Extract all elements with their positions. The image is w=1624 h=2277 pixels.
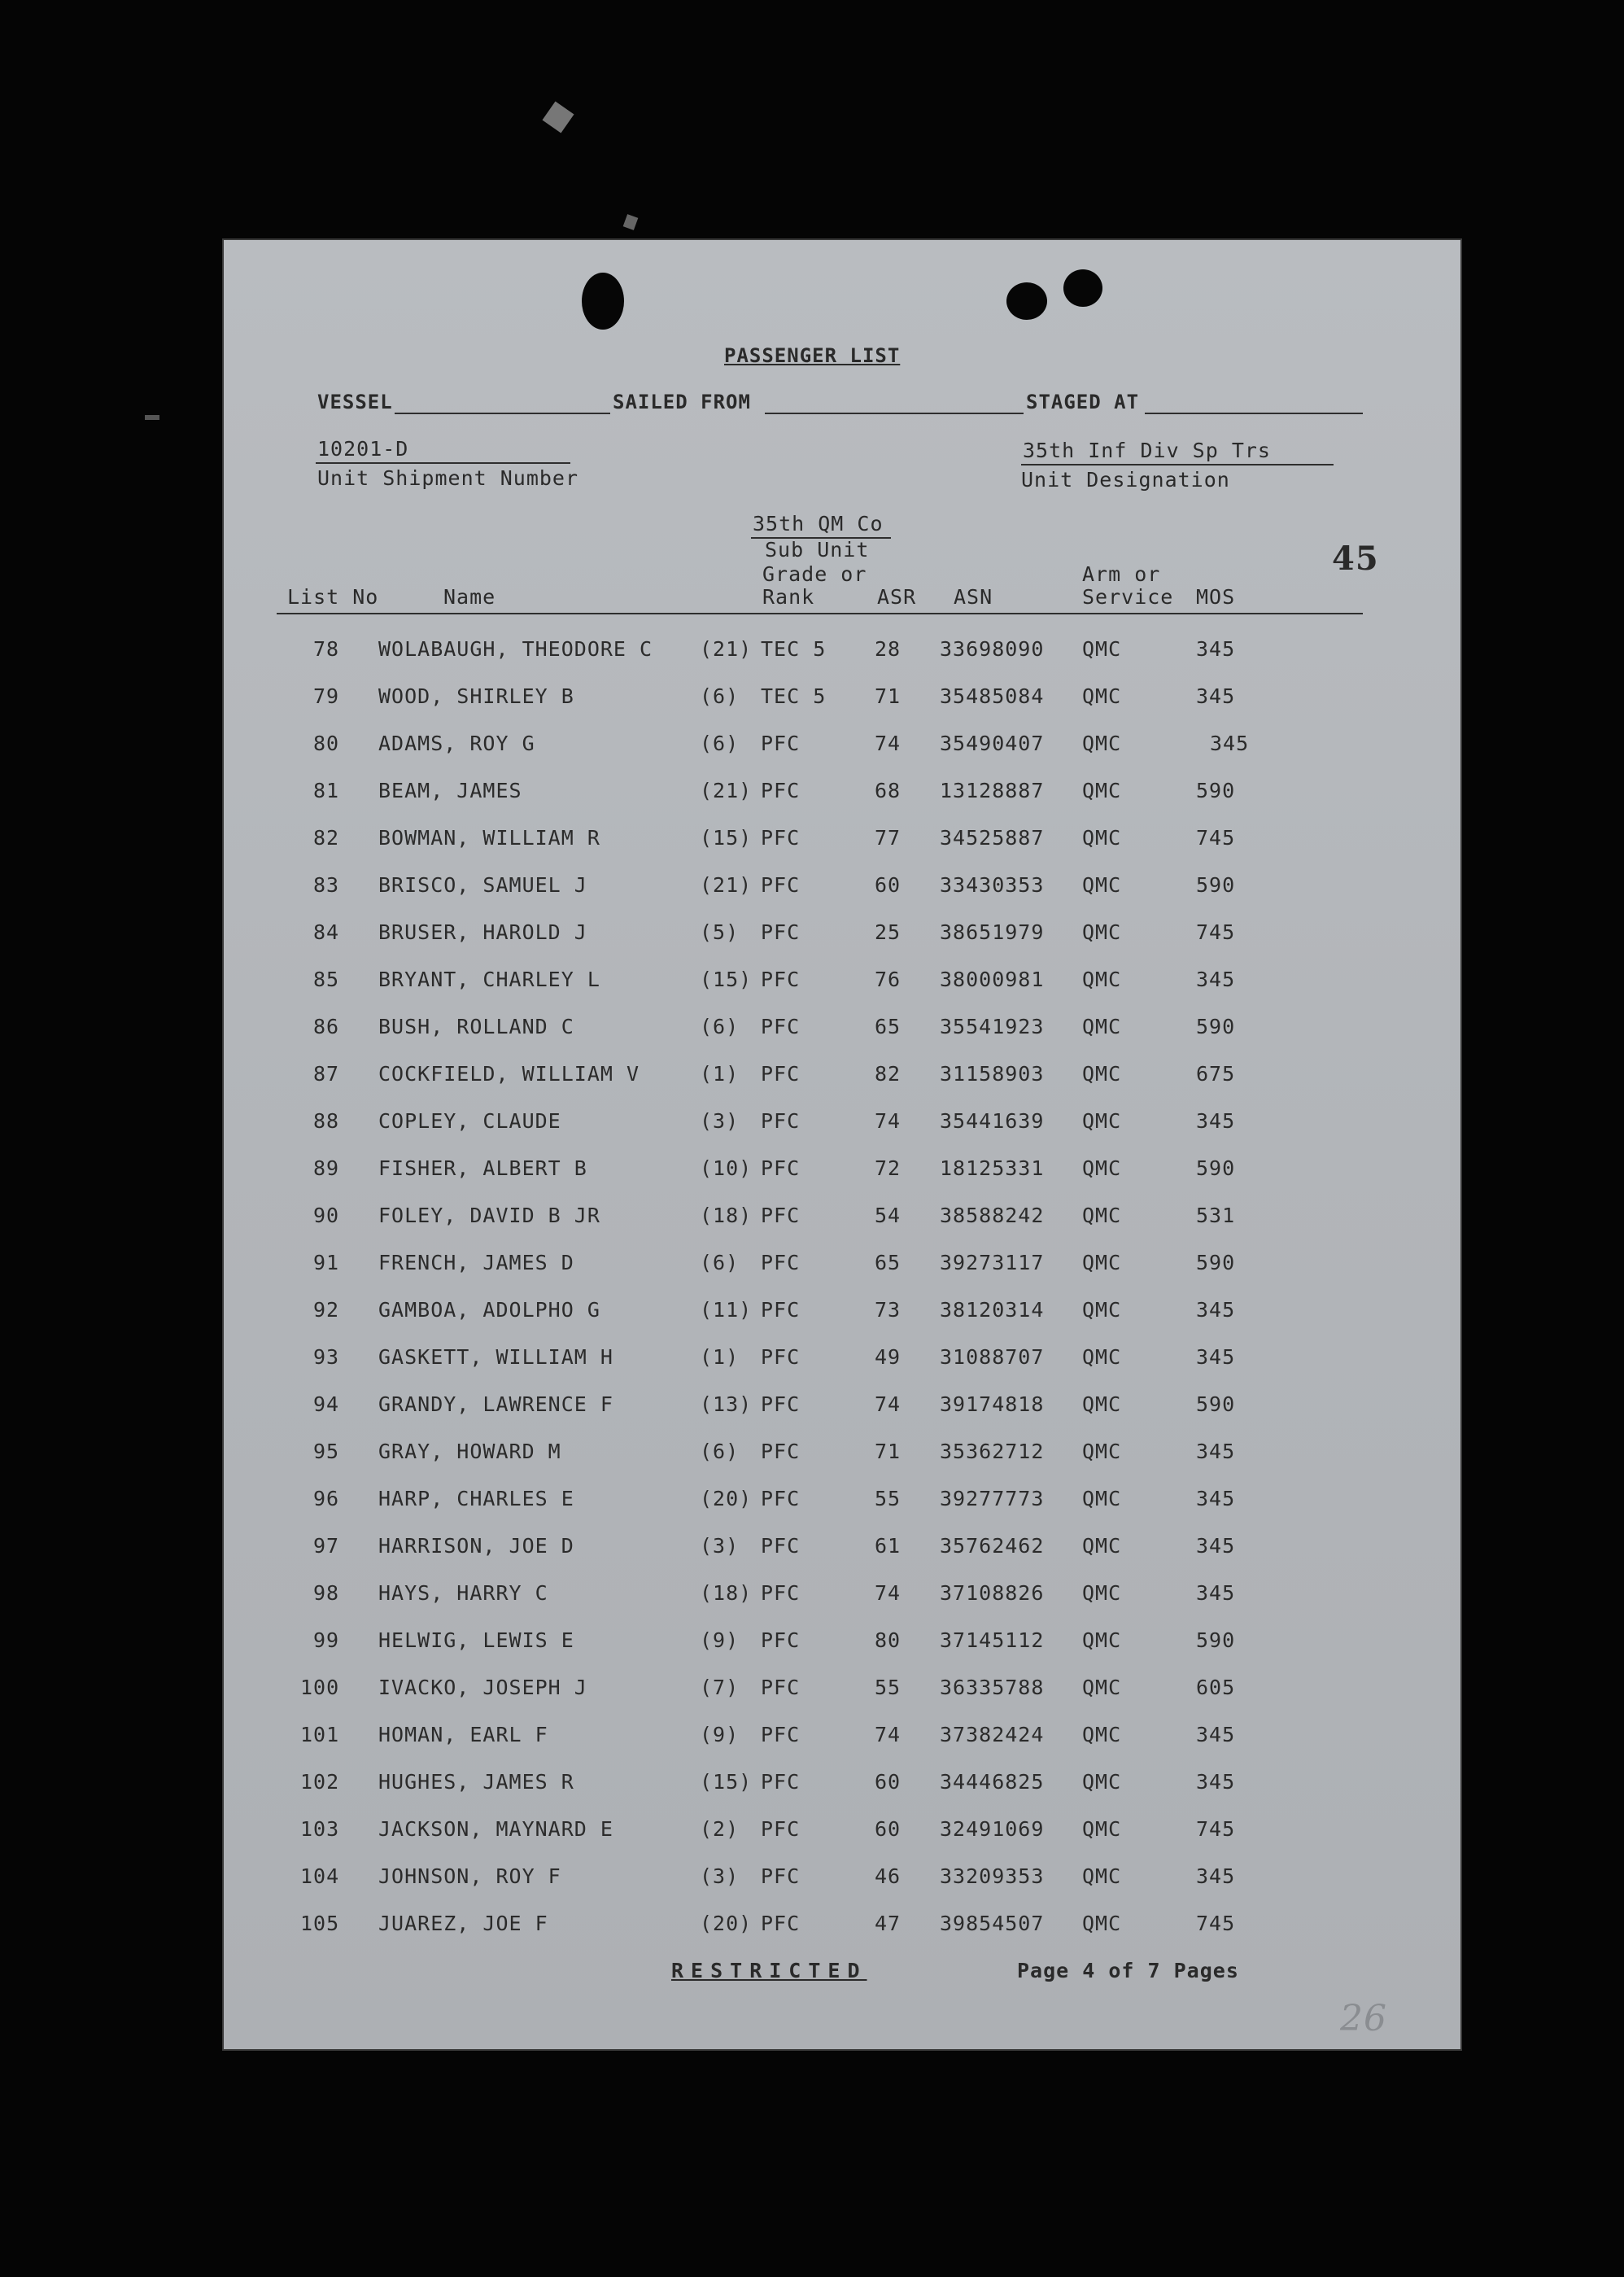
name-cell: HUGHES, JAMES R — [378, 1770, 574, 1794]
table-row — [224, 1817, 1460, 1864]
arm-cell: QMC — [1082, 1676, 1122, 1699]
table-row — [224, 1912, 1460, 1959]
asn-cell: 39174818 — [940, 1392, 1045, 1416]
asn-cell: 31088707 — [940, 1345, 1045, 1369]
mos-cell: 745 — [1196, 1912, 1236, 1935]
list-no-cell: 97 — [313, 1534, 340, 1558]
subnumber-cell: (21) — [700, 873, 753, 897]
arm-cell: QMC — [1082, 1581, 1122, 1605]
grade-cell: PFC — [761, 1251, 801, 1274]
passenger-list-page — [224, 240, 1460, 2049]
col-header-asn: ASN — [954, 585, 993, 609]
table-row — [224, 732, 1460, 779]
table-row — [224, 1015, 1460, 1062]
mos-cell: 605 — [1196, 1676, 1236, 1699]
col-header-grade-line2: Rank — [762, 585, 815, 609]
asr-cell: 60 — [875, 1770, 901, 1794]
asr-cell: 74 — [875, 1109, 901, 1133]
table-row — [224, 1204, 1460, 1251]
mos-cell: 590 — [1196, 1015, 1236, 1038]
table-row — [224, 1440, 1460, 1487]
col-header-name: Name — [443, 585, 496, 609]
asn-cell: 31158903 — [940, 1062, 1045, 1086]
col-header-list-no: List No — [287, 585, 379, 609]
mos-cell: 590 — [1196, 1251, 1236, 1274]
mos-cell: 590 — [1196, 1628, 1236, 1652]
list-no-cell: 78 — [313, 637, 340, 661]
arm-cell: QMC — [1082, 779, 1122, 802]
name-cell: COPLEY, CLAUDE — [378, 1109, 561, 1133]
table-row — [224, 1628, 1460, 1676]
name-cell: FISHER, ALBERT B — [378, 1156, 587, 1180]
list-no-cell: 89 — [313, 1156, 340, 1180]
table-row — [224, 779, 1460, 826]
list-no-cell: 79 — [313, 684, 340, 708]
mos-cell: 345 — [1196, 1581, 1236, 1605]
subnumber-cell: (21) — [700, 637, 753, 661]
list-no-cell: 94 — [313, 1392, 340, 1416]
subnumber-cell: (15) — [700, 826, 753, 850]
name-cell: BOWMAN, WILLIAM R — [378, 826, 600, 850]
asn-cell: 34525887 — [940, 826, 1045, 850]
arm-cell: QMC — [1082, 732, 1122, 755]
col-header-asr: ASR — [877, 585, 917, 609]
arm-cell: QMC — [1082, 1628, 1122, 1652]
mos-cell: 345 — [1196, 968, 1236, 991]
asr-cell: 77 — [875, 826, 901, 850]
asr-cell: 82 — [875, 1062, 901, 1086]
grade-cell: PFC — [761, 1062, 801, 1086]
staged-at-label: STAGED AT — [1026, 391, 1140, 413]
mos-cell: 590 — [1196, 1392, 1236, 1416]
asn-cell: 37108826 — [940, 1581, 1045, 1605]
asr-cell: 74 — [875, 1581, 901, 1605]
asr-cell: 76 — [875, 968, 901, 991]
subnumber-cell: (1) — [700, 1062, 740, 1086]
mos-cell: 345 — [1210, 732, 1250, 755]
arm-cell: QMC — [1082, 968, 1122, 991]
restricted-stamp: RESTRICTED — [671, 1959, 867, 1982]
table-row — [224, 1723, 1460, 1770]
grade-cell: PFC — [761, 1015, 801, 1038]
mos-cell: 345 — [1196, 1298, 1236, 1322]
asn-cell: 35541923 — [940, 1015, 1045, 1038]
scan-speck — [145, 415, 159, 420]
asn-cell: 35362712 — [940, 1440, 1045, 1463]
grade-cell: PFC — [761, 968, 801, 991]
subnumber-cell: (2) — [700, 1817, 740, 1841]
table-row — [224, 684, 1460, 732]
subnumber-cell: (6) — [700, 1440, 740, 1463]
subnumber-cell: (15) — [700, 1770, 753, 1794]
subnumber-cell: (5) — [700, 920, 740, 944]
asr-cell: 60 — [875, 873, 901, 897]
mos-cell: 345 — [1196, 1345, 1236, 1369]
sub-unit-label: Sub Unit — [765, 538, 870, 562]
grade-cell: PFC — [761, 1864, 801, 1888]
punch-hole — [582, 273, 624, 330]
punch-hole — [1006, 282, 1047, 320]
list-no-cell: 99 — [313, 1628, 340, 1652]
sailed-from-field-line — [765, 413, 1024, 414]
asn-cell: 38651979 — [940, 920, 1045, 944]
asn-cell: 37382424 — [940, 1723, 1045, 1746]
grade-cell: PFC — [761, 826, 801, 850]
grade-cell: PFC — [761, 920, 801, 944]
punch-hole — [1063, 269, 1102, 307]
table-row — [224, 920, 1460, 968]
list-no-cell: 87 — [313, 1062, 340, 1086]
grade-cell: PFC — [761, 1581, 801, 1605]
table-row — [224, 1770, 1460, 1817]
asn-cell: 35485084 — [940, 684, 1045, 708]
mos-cell: 345 — [1196, 1440, 1236, 1463]
asr-cell: 71 — [875, 1440, 901, 1463]
asr-cell: 65 — [875, 1015, 901, 1038]
mos-cell: 675 — [1196, 1062, 1236, 1086]
grade-cell: PFC — [761, 1676, 801, 1699]
name-cell: GRAY, HOWARD M — [378, 1440, 561, 1463]
vessel-field-line — [395, 413, 610, 414]
list-no-cell: 80 — [313, 732, 340, 755]
list-no-cell: 98 — [313, 1581, 340, 1605]
asr-cell: 80 — [875, 1628, 901, 1652]
handwritten-number: 26 — [1340, 1998, 1387, 2039]
list-no-cell: 85 — [313, 968, 340, 991]
list-no-cell: 102 — [300, 1770, 340, 1794]
grade-cell: PFC — [761, 1109, 801, 1133]
asr-cell: 65 — [875, 1251, 901, 1274]
list-no-cell: 105 — [300, 1912, 340, 1935]
arm-cell: QMC — [1082, 873, 1122, 897]
asn-cell: 13128887 — [940, 779, 1045, 802]
arm-cell: QMC — [1082, 1912, 1122, 1935]
subnumber-cell: (7) — [700, 1676, 740, 1699]
name-cell: FOLEY, DAVID B JR — [378, 1204, 600, 1227]
name-cell: GASKETT, WILLIAM H — [378, 1345, 613, 1369]
name-cell: BEAM, JAMES — [378, 779, 522, 802]
asr-cell: 25 — [875, 920, 901, 944]
subnumber-cell: (1) — [700, 1345, 740, 1369]
name-cell: JOHNSON, ROY F — [378, 1864, 561, 1888]
mos-cell: 345 — [1196, 1770, 1236, 1794]
table-row — [224, 1581, 1460, 1628]
subnumber-cell: (21) — [700, 779, 753, 802]
table-row — [224, 1676, 1460, 1723]
grade-cell: PFC — [761, 1392, 801, 1416]
grade-cell: PFC — [761, 732, 801, 755]
list-no-cell: 88 — [313, 1109, 340, 1133]
name-cell: WOOD, SHIRLEY B — [378, 684, 574, 708]
grade-cell: PFC — [761, 1487, 801, 1510]
name-cell: BRUSER, HAROLD J — [378, 920, 587, 944]
unit-shipment-line — [316, 462, 570, 464]
table-row — [224, 1298, 1460, 1345]
subnumber-cell: (3) — [700, 1109, 740, 1133]
table-row — [224, 826, 1460, 873]
arm-cell: QMC — [1082, 1298, 1122, 1322]
mos-cell: 590 — [1196, 779, 1236, 802]
mos-cell: 345 — [1196, 1534, 1236, 1558]
grade-cell: PFC — [761, 779, 801, 802]
asn-cell: 33698090 — [940, 637, 1045, 661]
grade-cell: PFC — [761, 1298, 801, 1322]
list-no-cell: 86 — [313, 1015, 340, 1038]
mos-cell: 345 — [1196, 1109, 1236, 1133]
asr-cell: 54 — [875, 1204, 901, 1227]
asr-cell: 71 — [875, 684, 901, 708]
unit-designation-label: Unit Designation — [1021, 468, 1230, 492]
page-count: Page 4 of 7 Pages — [1017, 1959, 1239, 1982]
name-cell: GAMBOA, ADOLPHO G — [378, 1298, 600, 1322]
mos-cell: 345 — [1196, 637, 1236, 661]
unit-shipment-number: 10201-D — [317, 437, 409, 461]
arm-cell: QMC — [1082, 1204, 1122, 1227]
arm-cell: QMC — [1082, 1487, 1122, 1510]
sailed-from-label: SAILED FROM — [613, 391, 751, 413]
vessel-label: VESSEL — [317, 391, 393, 413]
asn-cell: 39854507 — [940, 1912, 1045, 1935]
arm-cell: QMC — [1082, 1440, 1122, 1463]
asr-cell: 61 — [875, 1534, 901, 1558]
grade-cell: PFC — [761, 1770, 801, 1794]
name-cell: ADAMS, ROY G — [378, 732, 535, 755]
asr-cell: 73 — [875, 1298, 901, 1322]
table-row — [224, 1487, 1460, 1534]
asr-cell: 47 — [875, 1912, 901, 1935]
subnumber-cell: (15) — [700, 968, 753, 991]
arm-cell: QMC — [1082, 1770, 1122, 1794]
arm-cell: QMC — [1082, 1817, 1122, 1841]
table-row — [224, 1251, 1460, 1298]
asr-cell: 28 — [875, 637, 901, 661]
subnumber-cell: (9) — [700, 1628, 740, 1652]
mos-cell: 745 — [1196, 1817, 1236, 1841]
name-cell: JACKSON, MAYNARD E — [378, 1817, 613, 1841]
subnumber-cell: (10) — [700, 1156, 753, 1180]
grade-cell: PFC — [761, 1912, 801, 1935]
subnumber-cell: (18) — [700, 1581, 753, 1605]
arm-cell: QMC — [1082, 1015, 1122, 1038]
name-cell: BRISCO, SAMUEL J — [378, 873, 587, 897]
list-no-cell: 81 — [313, 779, 340, 802]
arm-cell: QMC — [1082, 1156, 1122, 1180]
unit-designation: 35th Inf Div Sp Trs — [1023, 439, 1271, 462]
arm-cell: QMC — [1082, 1251, 1122, 1274]
mos-cell: 745 — [1196, 920, 1236, 944]
arm-cell: QMC — [1082, 1345, 1122, 1369]
list-no-cell: 93 — [313, 1345, 340, 1369]
subnumber-cell: (20) — [700, 1912, 753, 1935]
name-cell: HARRISON, JOE D — [378, 1534, 574, 1558]
page-marker: 45 — [1332, 540, 1379, 578]
asn-cell: 39273117 — [940, 1251, 1045, 1274]
name-cell: HAYS, HARRY C — [378, 1581, 548, 1605]
grade-cell: PFC — [761, 1628, 801, 1652]
staged-at-field-line — [1145, 413, 1363, 414]
list-no-cell: 101 — [300, 1723, 340, 1746]
name-cell: COCKFIELD, WILLIAM V — [378, 1062, 640, 1086]
table-row — [224, 1864, 1460, 1912]
mos-cell: 590 — [1196, 1156, 1236, 1180]
asn-cell: 35441639 — [940, 1109, 1045, 1133]
list-no-cell: 83 — [313, 873, 340, 897]
document-title: PASSENGER LIST — [724, 344, 901, 367]
arm-cell: QMC — [1082, 1062, 1122, 1086]
name-cell: GRANDY, LAWRENCE F — [378, 1392, 613, 1416]
asn-cell: 38000981 — [940, 968, 1045, 991]
arm-cell: QMC — [1082, 1723, 1122, 1746]
subnumber-cell: (6) — [700, 684, 740, 708]
arm-cell: QMC — [1082, 826, 1122, 850]
col-header-arm-line2: Service — [1082, 585, 1174, 609]
asn-cell: 37145112 — [940, 1628, 1045, 1652]
name-cell: BRYANT, CHARLEY L — [378, 968, 600, 991]
grade-cell: PFC — [761, 1345, 801, 1369]
grade-cell: TEC 5 — [761, 684, 827, 708]
list-no-cell: 91 — [313, 1251, 340, 1274]
col-header-arm-line1: Arm or — [1082, 562, 1161, 586]
name-cell: HOMAN, EARL F — [378, 1723, 548, 1746]
header-rule — [277, 613, 1363, 614]
asr-cell: 72 — [875, 1156, 901, 1180]
list-no-cell: 90 — [313, 1204, 340, 1227]
list-no-cell: 82 — [313, 826, 340, 850]
name-cell: JUAREZ, JOE F — [378, 1912, 548, 1935]
subnumber-cell: (3) — [700, 1534, 740, 1558]
asr-cell: 55 — [875, 1676, 901, 1699]
table-row — [224, 968, 1460, 1015]
grade-cell: TEC 5 — [761, 637, 827, 661]
table-row — [224, 873, 1460, 920]
asn-cell: 39277773 — [940, 1487, 1045, 1510]
asn-cell: 35762462 — [940, 1534, 1045, 1558]
name-cell: FRENCH, JAMES D — [378, 1251, 574, 1274]
subnumber-cell: (9) — [700, 1723, 740, 1746]
grade-cell: PFC — [761, 1204, 801, 1227]
table-row — [224, 1392, 1460, 1440]
unit-designation-line — [1021, 464, 1334, 465]
name-cell: WOLABAUGH, THEODORE C — [378, 637, 653, 661]
subnumber-cell: (6) — [700, 1015, 740, 1038]
list-no-cell: 92 — [313, 1298, 340, 1322]
list-no-cell: 84 — [313, 920, 340, 944]
asr-cell: 55 — [875, 1487, 901, 1510]
arm-cell: QMC — [1082, 1864, 1122, 1888]
grade-cell: PFC — [761, 1534, 801, 1558]
asr-cell: 46 — [875, 1864, 901, 1888]
mos-cell: 531 — [1196, 1204, 1236, 1227]
list-no-cell: 95 — [313, 1440, 340, 1463]
name-cell: HARP, CHARLES E — [378, 1487, 574, 1510]
arm-cell: QMC — [1082, 637, 1122, 661]
arm-cell: QMC — [1082, 920, 1122, 944]
col-header-grade-line1: Grade or — [762, 562, 867, 586]
table-row — [224, 637, 1460, 684]
subnumber-cell: (11) — [700, 1298, 753, 1322]
grade-cell: PFC — [761, 1817, 801, 1841]
arm-cell: QMC — [1082, 1109, 1122, 1133]
table-row — [224, 1534, 1460, 1581]
asn-cell: 38120314 — [940, 1298, 1045, 1322]
arm-cell: QMC — [1082, 684, 1122, 708]
subnumber-cell: (3) — [700, 1864, 740, 1888]
table-row — [224, 1062, 1460, 1109]
arm-cell: QMC — [1082, 1534, 1122, 1558]
sub-unit: 35th QM Co — [753, 512, 884, 535]
asr-cell: 74 — [875, 1392, 901, 1416]
name-cell: IVACKO, JOSEPH J — [378, 1676, 587, 1699]
subnumber-cell: (18) — [700, 1204, 753, 1227]
asn-cell: 36335788 — [940, 1676, 1045, 1699]
name-cell: HELWIG, LEWIS E — [378, 1628, 574, 1652]
grade-cell: PFC — [761, 1723, 801, 1746]
col-header-mos: MOS — [1196, 585, 1236, 609]
list-no-cell: 100 — [300, 1676, 340, 1699]
list-no-cell: 103 — [300, 1817, 340, 1841]
mos-cell: 345 — [1196, 1723, 1236, 1746]
asn-cell: 34446825 — [940, 1770, 1045, 1794]
mos-cell: 345 — [1196, 1487, 1236, 1510]
scan-speck — [543, 102, 574, 133]
asr-cell: 74 — [875, 1723, 901, 1746]
grade-cell: PFC — [761, 1156, 801, 1180]
asn-cell: 33430353 — [940, 873, 1045, 897]
asr-cell: 68 — [875, 779, 901, 802]
subnumber-cell: (6) — [700, 732, 740, 755]
unit-shipment-number-label: Unit Shipment Number — [317, 466, 579, 490]
mos-cell: 345 — [1196, 1864, 1236, 1888]
grade-cell: PFC — [761, 873, 801, 897]
subnumber-cell: (6) — [700, 1251, 740, 1274]
asn-cell: 18125331 — [940, 1156, 1045, 1180]
mos-cell: 745 — [1196, 826, 1236, 850]
arm-cell: QMC — [1082, 1392, 1122, 1416]
scan-speck — [623, 214, 639, 230]
grade-cell: PFC — [761, 1440, 801, 1463]
name-cell: BUSH, ROLLAND C — [378, 1015, 574, 1038]
asr-cell: 74 — [875, 732, 901, 755]
asn-cell: 35490407 — [940, 732, 1045, 755]
mos-cell: 345 — [1196, 684, 1236, 708]
list-no-cell: 104 — [300, 1864, 340, 1888]
subnumber-cell: (13) — [700, 1392, 753, 1416]
subnumber-cell: (20) — [700, 1487, 753, 1510]
list-no-cell: 96 — [313, 1487, 340, 1510]
asn-cell: 32491069 — [940, 1817, 1045, 1841]
asn-cell: 38588242 — [940, 1204, 1045, 1227]
asr-cell: 49 — [875, 1345, 901, 1369]
asr-cell: 60 — [875, 1817, 901, 1841]
table-row — [224, 1156, 1460, 1204]
table-row — [224, 1109, 1460, 1156]
table-row — [224, 1345, 1460, 1392]
mos-cell: 590 — [1196, 873, 1236, 897]
asn-cell: 33209353 — [940, 1864, 1045, 1888]
